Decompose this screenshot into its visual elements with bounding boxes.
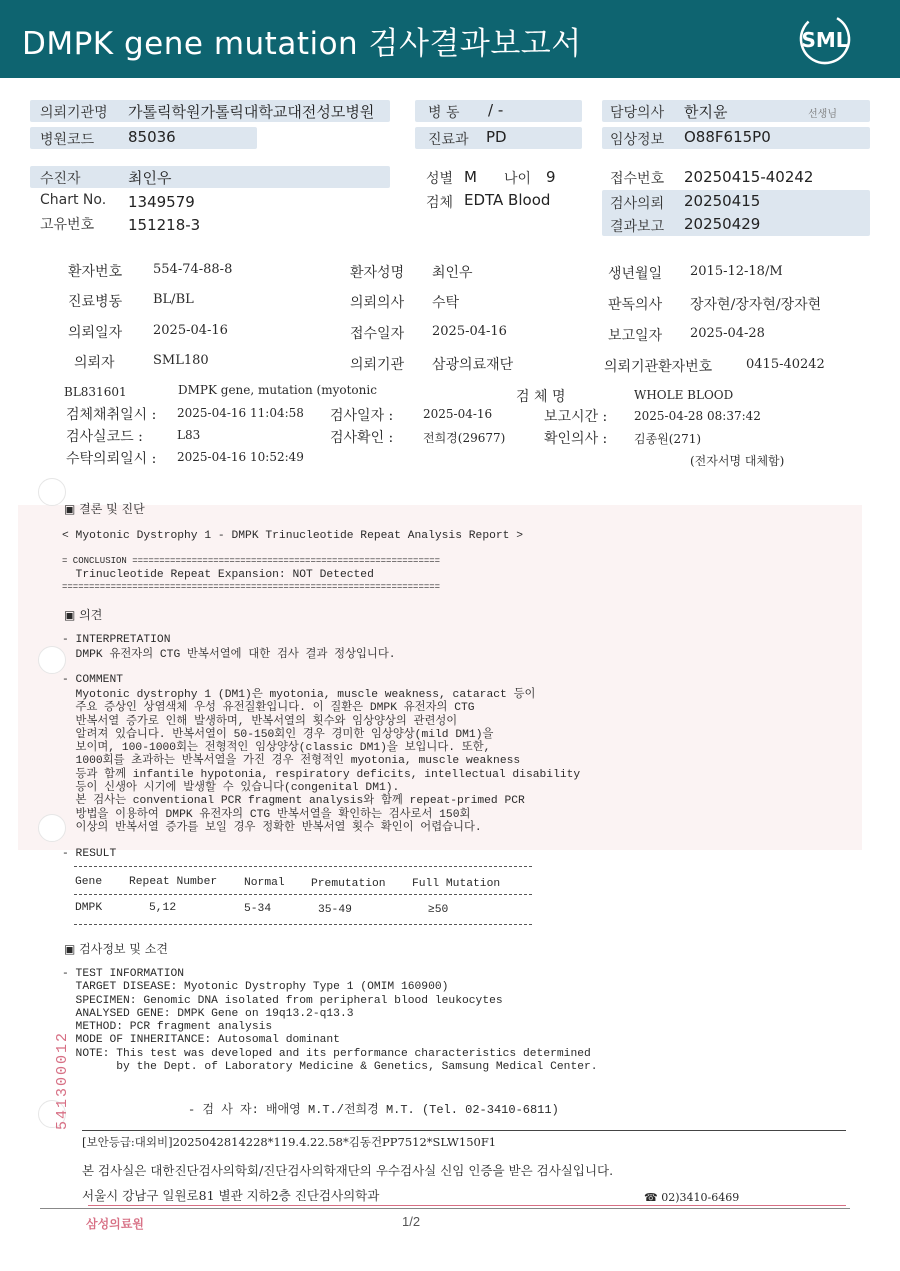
security-line: [보안등급:대외비]2025042814228*119.4.22.58*김동건PP7512*SLW150F1	[82, 1135, 497, 1149]
divider	[74, 924, 532, 925]
age-label: 나이	[504, 171, 532, 187]
lab: L83	[177, 428, 201, 442]
doc-value: 554-74-88-8	[153, 262, 233, 277]
sex: M	[464, 168, 477, 186]
doc-label: 판독의사	[608, 297, 663, 313]
doc-label: 의뢰일자	[68, 325, 123, 341]
doc-label: 환자번호	[68, 264, 123, 280]
doc-value: 최인우	[432, 265, 473, 281]
result-repeat: 5,12	[149, 902, 177, 914]
dept-label: 진료과	[428, 132, 469, 148]
e-signature-note: (전자서명 대체함)	[690, 454, 785, 468]
result-col-full: Full Mutation	[412, 878, 501, 890]
report-header	[0, 0, 900, 78]
doc-label: 의뢰기관환자번호	[604, 359, 713, 375]
doc-value: SML180	[153, 353, 209, 368]
section-heading: ▣ 결론 및 진단	[64, 502, 145, 516]
doc-label: 환자성명	[350, 265, 405, 281]
test-info-line: METHOD: PCR fragment analysis	[62, 1021, 273, 1034]
report-title-line: < Myotonic Dystrophy 1 - DMPK Trinucleotide Repeat Analysis Report >	[62, 530, 523, 542]
hospital-code-label: 병원코드	[40, 132, 95, 148]
test-name: DMPK gene, mutation (myotonic	[178, 383, 377, 397]
divider	[82, 1130, 846, 1131]
request-date: 20250415	[684, 192, 761, 210]
comment-line: 본 검사는 conventional PCR fragment analysis와 함께 repeat-primed PCR	[62, 795, 525, 808]
doc-label: 생년월일	[608, 266, 663, 282]
confirmdoc-label: 확인의사 :	[544, 431, 608, 447]
comment-line: 등과 함께 infantile hypotonia, respiratory deficits, intellectual disability	[62, 768, 581, 781]
specimen-name-label: 검 체 명	[516, 389, 566, 405]
test-code: BL831601	[64, 385, 127, 399]
tester-line: - 검 사 자: 배애영 M.T./전희경 M.T. (Tel. 02-3410-6811)	[188, 1103, 559, 1117]
report-date: 20250429	[684, 215, 761, 233]
sml-logo	[796, 11, 854, 67]
comment-line: 등이 신생아 시기에 발생할 수 있습니다(congenital DM1).	[62, 782, 400, 795]
doc-value: 2015-12-18/M	[690, 264, 783, 279]
sex-label: 성별	[426, 171, 454, 187]
patient-label: 수진자	[40, 171, 81, 187]
result-head: - RESULT	[62, 848, 117, 860]
doc-label: 보고일자	[608, 328, 663, 344]
doc-value: 장자현/장자현/장자현	[690, 297, 822, 313]
collect-label: 검체채취일시 :	[66, 407, 157, 423]
report-date-label: 결과보고	[610, 219, 665, 235]
test-info-line: TARGET DISEASE: Myotonic Dystrophy Type 1 (OMIM 160900)	[62, 981, 449, 994]
age: 9	[546, 168, 556, 186]
confirmdoc: 김종원(271)	[634, 432, 702, 446]
requester-org-label: 의뢰기관명	[40, 105, 108, 121]
interp-text: DMPK 유전자의 CTG 반복서열에 대한 검사 결과 정상입니다.	[62, 649, 396, 661]
test-info-line: SPECIMEN: Genomic DNA isolated from peripheral blood leukocytes	[62, 994, 503, 1007]
comment-line: 1000회를 초과하는 반복서열을 가진 경우 전형적인 myotonia, muscle weakness	[62, 755, 521, 768]
logo-text: SML	[801, 28, 849, 52]
doc-value: 2025-04-28	[690, 326, 765, 341]
chart-no: 1349579	[128, 193, 195, 211]
consign: 2025-04-16 10:52:49	[177, 450, 304, 464]
test-info-line: ANALYSED GENE: DMPK Gene on 19q13.2-q13.3	[62, 1007, 354, 1020]
doc-value: 2025-04-16	[432, 324, 507, 339]
comment-line: 이상의 반복서열 증가를 보일 경우 정확한 반복서열 횟수 확인이 어렵습니다.	[62, 821, 482, 834]
unique-no-label: 고유번호	[40, 217, 95, 233]
doc-label: 의뢰자	[74, 355, 115, 371]
result-full: ≥50	[428, 904, 449, 916]
consign-label: 수탁의뢰일시 :	[66, 451, 157, 467]
clinical-label: 임상정보	[610, 132, 665, 148]
phone-line: ☎ 02)3410-6469	[644, 1191, 740, 1204]
receipt-no: 20250415-40242	[684, 168, 814, 186]
doc-value: 수탁	[432, 295, 460, 311]
comment-line: 반복서열 증가로 인해 발생하며, 반복서열의 횟수와 임상양상의 관련성이	[62, 715, 458, 728]
specimen-label: 검체	[426, 195, 454, 211]
testdate-label: 검사일자 :	[330, 408, 394, 424]
doctor-suffix: 선생님	[808, 109, 837, 120]
test-info-line: by the Dept. of Laboratory Medicine & Genetics, Samsung Medical Center.	[62, 1061, 598, 1074]
confirm: 전희경(29677)	[423, 431, 506, 445]
doctor: 한지윤	[684, 103, 728, 121]
reporttime: 2025-04-28 08:37:42	[634, 409, 761, 423]
test-info-block	[62, 968, 598, 1074]
comment-line: Myotonic dystrophy 1 (DM1)은 myotonia, muscle weakness, cataract 등이	[62, 689, 536, 701]
testdate: 2025-04-16	[423, 407, 493, 421]
doctor-label: 담당의사	[610, 105, 665, 121]
conclusion-text: Trinucleotide Repeat Expansion: NOT Detected	[62, 569, 374, 581]
result-gene: DMPK	[75, 902, 103, 914]
specimen-name: WHOLE BLOOD	[634, 388, 734, 402]
chart-label: Chart No.	[40, 192, 107, 208]
doc-label: 의뢰의사	[350, 295, 405, 311]
org-name: 삼성의료원	[86, 1217, 144, 1231]
divider	[74, 866, 532, 867]
test-info-line: - TEST INFORMATION	[62, 968, 185, 980]
specimen: EDTA Blood	[464, 191, 551, 209]
page-number: 1/2	[402, 1214, 421, 1229]
doc-value: 2025-04-16	[153, 323, 228, 338]
comment-line: 보이며, 100-1000회는 전형적인 임상양상(classic DM1)을 보입니다. 또한,	[62, 742, 491, 755]
info-bar	[30, 166, 390, 188]
doc-value: 0415-40242	[746, 357, 825, 372]
comment-block	[62, 689, 580, 835]
doc-label: 의뢰기관	[350, 357, 405, 373]
divider	[40, 1208, 850, 1209]
comment-line: 알려져 있습니다. 반복서열이 50-150회인 경우 경미한 임상양상(mild DM1)을	[62, 728, 494, 741]
dept: PD	[486, 128, 507, 146]
lab-label: 검사실코드 :	[66, 429, 143, 445]
comment-line: 주요 증상인 상염색체 우성 유전질환입니다. 이 질환은 DMPK 유전자의 CTG	[62, 702, 475, 715]
result-col-gene: Gene	[75, 876, 103, 888]
interp-head: - INTERPRETATION	[62, 634, 171, 646]
doc-label: 진료병동	[68, 294, 123, 310]
reporttime-label: 보고시간 :	[544, 409, 608, 425]
ward: / -	[488, 101, 504, 119]
clinical: O88F615P0	[684, 128, 771, 146]
patient: 최인우	[128, 169, 172, 187]
doc-value: 삼광의료재단	[432, 357, 514, 373]
side-serial-number: 541300012	[54, 1030, 71, 1130]
comment-line: 방법을 이용하여 DMPK 유전자의 CTG 반복서열을 확인하는 검사로서 150회	[62, 808, 471, 821]
section-heading: ▣ 검사정보 및 소견	[64, 942, 168, 956]
ward-label: 병 동	[428, 105, 460, 121]
result-col-premutation: Premutation	[311, 878, 386, 890]
conclusion-end: ======================================================================	[62, 582, 441, 592]
punch-hole	[38, 478, 66, 506]
result-normal: 5-34	[244, 903, 272, 915]
pink-rule	[88, 1205, 846, 1206]
requester-org: 가톨릭학원가톨릭대학교대전성모병원	[128, 103, 375, 121]
confirm-label: 검사확인 :	[330, 430, 394, 446]
certification-line: 본 검사실은 대한진단검사의학회/진단검사의학재단의 우수검사실 신임 인증을 받은 검사실입니다.	[82, 1163, 614, 1178]
result-col-repeat: Repeat Number	[129, 876, 218, 888]
unique-no: 151218-3	[128, 216, 201, 234]
address-line: 서울시 강남구 일원로81 별관 지하2층 진단검사의학과	[82, 1188, 380, 1203]
doc-label: 접수일자	[350, 326, 405, 342]
collect: 2025-04-16 11:04:58	[177, 406, 304, 420]
result-premutation: 35-49	[318, 904, 352, 916]
doc-value: BL/BL	[153, 292, 194, 307]
request-date-label: 검사의뢰	[610, 196, 665, 212]
result-col-normal: Normal	[244, 877, 285, 889]
comment-head: - COMMENT	[62, 674, 124, 686]
test-info-line: MODE OF INHERITANCE: Autosomal dominant	[62, 1034, 340, 1047]
hospital-code: 85036	[128, 128, 176, 146]
conclusion-line: = CONCLUSION =========================================================	[62, 556, 441, 566]
divider	[74, 894, 532, 895]
receipt-no-label: 접수번호	[610, 171, 665, 187]
test-info-line: NOTE: This test was developed and its performance characteristics determined	[62, 1047, 591, 1060]
section-heading: ▣ 의견	[64, 608, 103, 622]
report-title: DMPK gene mutation 검사결과보고서	[22, 26, 582, 62]
